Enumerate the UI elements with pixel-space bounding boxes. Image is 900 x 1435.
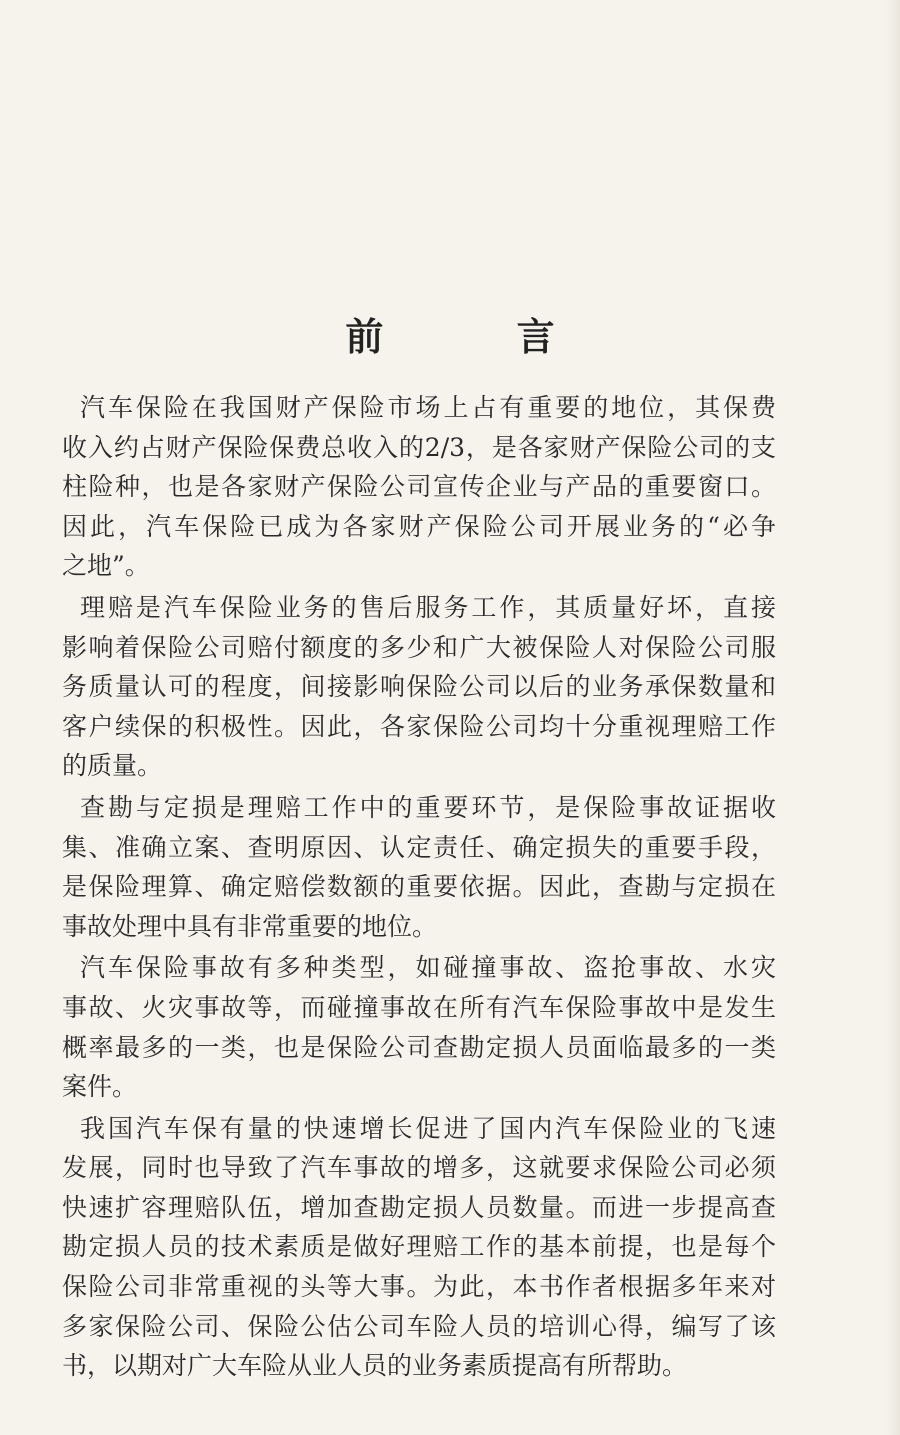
text-line: 务质量认可的程度，间接影响保险公司以后的业务承保数量和 bbox=[62, 672, 776, 702]
text-line: 勘定损人员的技术素质是做好理赔工作的基本前提，也是每个 bbox=[62, 1232, 776, 1262]
page-title: 前 言 bbox=[345, 314, 615, 359]
text-line: 收入约占财产保险保费总收入的2/3，是各家财产保险公司的支 bbox=[62, 432, 776, 462]
text-line: 书，以期对广大车险从业人员的业务素质提高有所帮助。 bbox=[62, 1351, 688, 1381]
text-line: 多家保险公司、保险公估公司车险人员的培训心得，编写了该 bbox=[62, 1311, 776, 1341]
paragraph bbox=[62, 588, 776, 786]
text-line: 之地”。 bbox=[62, 551, 150, 581]
text-line: 因此，汽车保险已成为各家财产保险公司开展业务的“必争 bbox=[62, 511, 776, 541]
text-line: 查勘与定损是理赔工作中的重要环节，是保险事故证据收 bbox=[80, 792, 776, 822]
text-line: 影响着保险公司赔付额度的多少和广大被保险人对保险公司服 bbox=[62, 632, 776, 662]
page-edge bbox=[886, 0, 900, 1435]
text-line: 概率最多的一类，也是保险公司查勘定损人员面临最多的一类 bbox=[62, 1032, 776, 1062]
text-line: 我国汽车保有量的快速增长促进了国内汽车保险业的飞速 bbox=[80, 1113, 776, 1143]
paragraph bbox=[62, 948, 776, 1106]
text-line: 保险公司非常重视的头等大事。为此，本书作者根据多年来对 bbox=[62, 1272, 776, 1302]
paragraph bbox=[62, 1109, 776, 1386]
text-line: 事故、火灾事故等，而碰撞事故在所有汽车保险事故中是发生 bbox=[62, 992, 776, 1022]
text-line: 理赔是汽车保险业务的售后服务工作，其质量好坏，直接 bbox=[80, 592, 776, 622]
text-line: 发展，同时也导致了汽车事故的增多，这就要求保险公司必须 bbox=[62, 1153, 776, 1183]
paragraph bbox=[62, 788, 776, 946]
text-line: 客户续保的积极性。因此，各家保险公司均十分重视理赔工作 bbox=[62, 711, 776, 741]
text-line: 的质量。 bbox=[62, 751, 163, 781]
preface-body bbox=[62, 388, 776, 1388]
text-line: 是保险理算、确定赔偿数额的重要依据。因此，查勘与定损在 bbox=[62, 872, 776, 902]
text-line: 快速扩容理赔队伍，增加查勘定损人员数量。而进一步提高查 bbox=[62, 1192, 776, 1222]
text-line: 柱险种，也是各家财产保险公司宣传企业与产品的重要窗口。 bbox=[62, 472, 776, 502]
text-line: 案件。 bbox=[62, 1072, 138, 1102]
text-line: 汽车保险事故有多种类型，如碰撞事故、盗抢事故、水灾 bbox=[80, 953, 776, 983]
text-line: 集、准确立案、查明原因、认定责任、确定损失的重要手段， bbox=[62, 832, 776, 862]
text-line: 汽车保险在我国财产保险市场上占有重要的地位，其保费 bbox=[80, 393, 776, 422]
text-line: 事故处理中具有非常重要的地位。 bbox=[62, 911, 438, 941]
paragraph bbox=[62, 388, 776, 586]
